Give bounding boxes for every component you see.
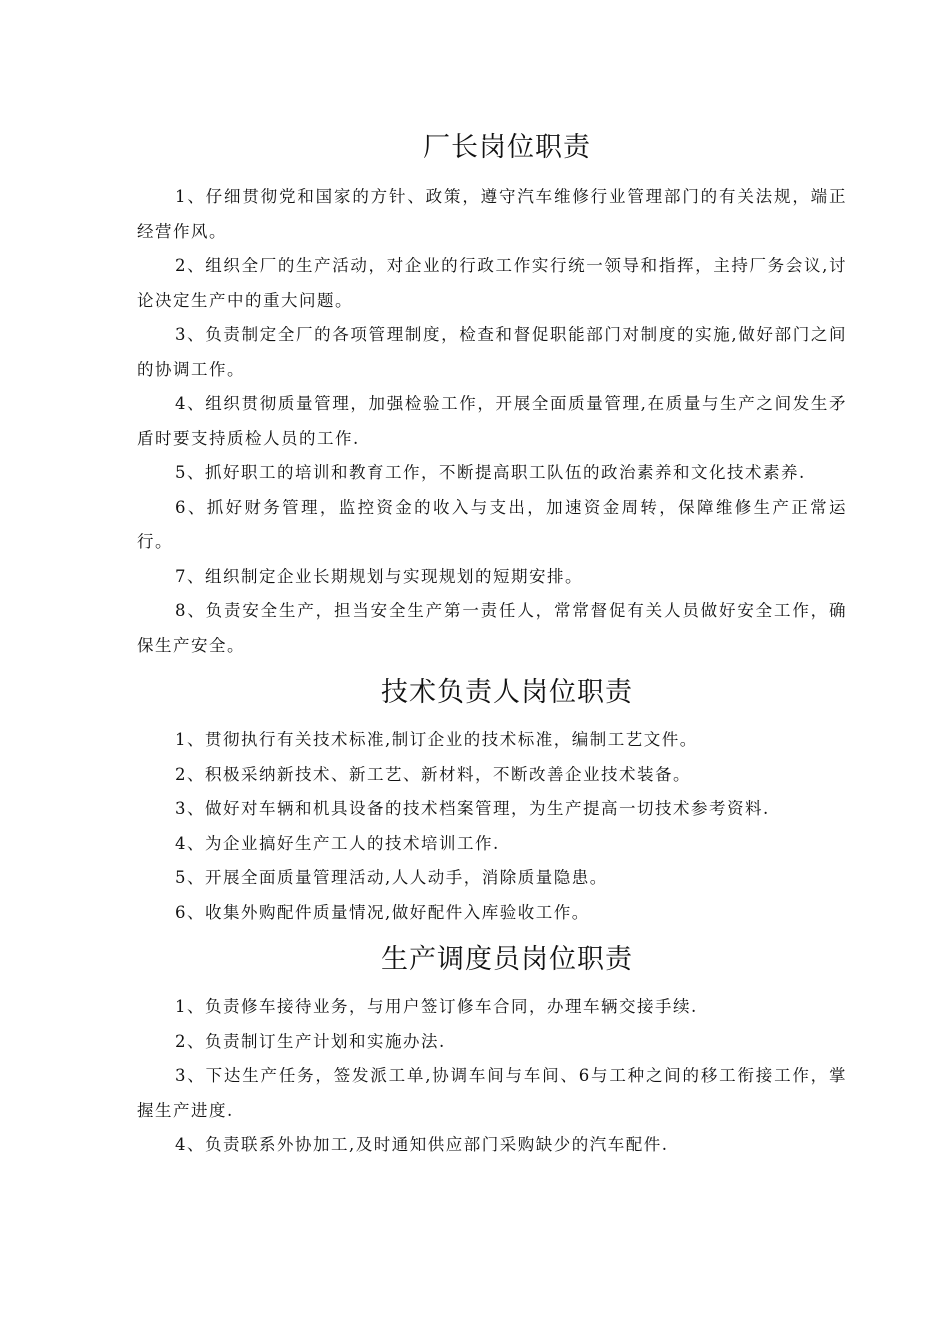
section-title: 厂长岗位职责 — [423, 132, 591, 163]
duty-item: 4、组织贯彻质量管理，加强检验工作，开展全面质量管理,在质量与生产之间发生矛盾时要支持质检人员的工作. — [137, 394, 847, 448]
section-technical-lead — [137, 673, 847, 930]
duty-item: 5、抓好职工的培训和教育工作，不断提高职工队伍的政治素养和文化技术素养. — [175, 463, 806, 482]
duty-item: 6、抓好财务管理，监控资金的收入与支出，加速资金周转，保障维修生产正常运行。 — [137, 497, 847, 551]
duty-item: 5、开展全面质量管理活动,人人动手，消除质量隐患。 — [175, 868, 608, 887]
duty-item: 3、负责制定全厂的各项管理制度，检查和督促职能部门对制度的实施,做好部门之间的协调工作。 — [137, 325, 847, 379]
duty-item: 1、仔细贯彻党和国家的方针、政策，遵守汽车维修行业管理部门的有关法规，端正经营作风。 — [137, 187, 847, 241]
duty-item: 6、收集外购配件质量情况,做好配件入库验收工作。 — [175, 902, 590, 922]
document-page — [137, 128, 847, 1163]
duty-item: 2、负责制订生产计划和实施办法. — [175, 1031, 446, 1051]
duty-item: 3、下达生产任务，签发派工单,协调车间与车间、6与工种之间的移工衔接工作，掌握生产进度. — [137, 1066, 847, 1120]
duty-item: 1、贯彻执行有关技术标准,制订企业的技术标准，编制工艺文件。 — [175, 730, 698, 749]
duty-item: 7、组织制定企业长期规划与实现规划的短期安排。 — [175, 566, 583, 586]
duty-item: 4、为企业搞好生产工人的技术培训工作. — [175, 833, 500, 853]
duty-item: 4、负责联系外协加工,及时通知供应部门采购缺少的汽车配件. — [175, 1135, 669, 1154]
duty-item: 1、负责修车接待业务，与用户签订修车合同，办理车辆交接手续. — [175, 997, 698, 1016]
section-production-dispatcher — [137, 940, 847, 1163]
duty-item: 2、组织全厂的生产活动，对企业的行政工作实行统一领导和指挥，主持厂务会议,讨论决定生产中的重大问题。 — [137, 256, 847, 310]
section-title: 技术负责人岗位职责 — [381, 677, 633, 708]
section-title: 生产调度员岗位职责 — [381, 944, 633, 975]
duty-item: 8、负责安全生产，担当安全生产第一责任人，常常督促有关人员做好安全工作，确保生产安全。 — [137, 601, 847, 655]
duty-item: 2、积极采纳新技术、新工艺、新材料，不断改善企业技术装备。 — [175, 764, 691, 784]
section-factory-director — [137, 128, 847, 663]
duty-item: 3、做好对车辆和机具设备的技术档案管理，为生产提高一切技术参考资料. — [175, 799, 770, 818]
